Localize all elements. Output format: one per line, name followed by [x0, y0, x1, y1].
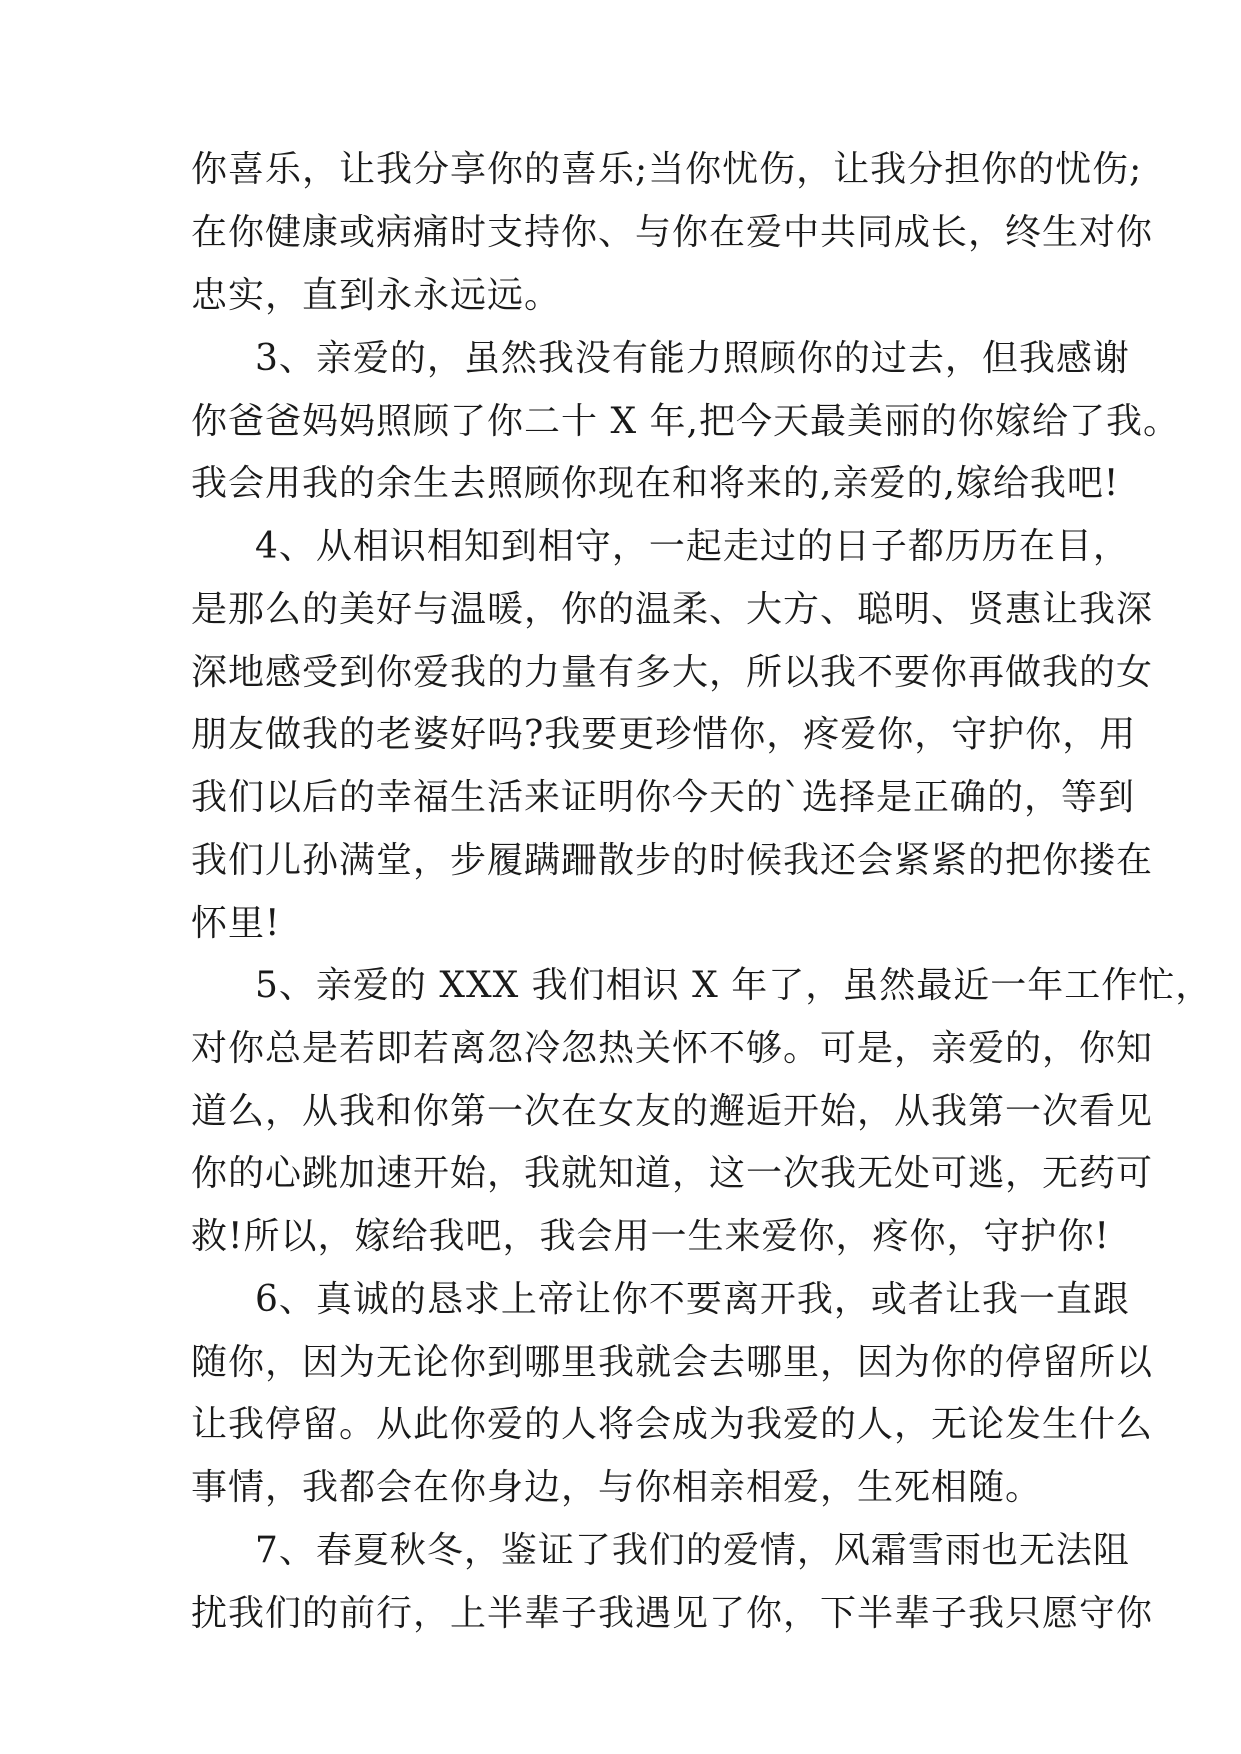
- text-line: 事情，我都会在你身边，与你相亲相爱，生死相随。: [191, 1467, 1043, 1508]
- text-line: 救!所以，嫁给我吧，我会用一生来爱你，疼你，守护你!: [191, 1216, 1110, 1257]
- text-line: 我们以后的幸福生活来证明你今天的`选择是正确的，等到: [191, 777, 1136, 818]
- text-line: 你爸爸妈妈照顾了你二十 X 年,把今天最美丽的你嫁给了我。: [191, 401, 1180, 442]
- text-line: 我会用我的余生去照顾你现在和将来的,亲爱的,嫁给我吧!: [191, 463, 1120, 504]
- paragraph-start-3: 3、亲爱的，虽然我没有能力照顾你的过去，但我感谢: [255, 338, 1130, 379]
- text-line: 道么，从我和你第一次在女友的邂逅开始，从我第一次看见: [191, 1091, 1154, 1132]
- paragraph-start-6: 6、真诚的恳求上帝让你不要离开我，或者让我一直跟: [255, 1279, 1130, 1320]
- text-line: 是那么的美好与温暖，你的温柔、大方、聪明、贤惠让我深: [191, 589, 1154, 630]
- text-line: 扰我们的前行，上半辈子我遇见了你，下半辈子我只愿守你: [191, 1593, 1154, 1634]
- text-line: 你喜乐，让我分享你的喜乐;当你忧伤，让我分担你的忧伤;: [191, 149, 1143, 190]
- text-line: 怀里!: [191, 903, 281, 944]
- text-line: 随你，因为无论你到哪里我就会去哪里，因为你的停留所以: [191, 1342, 1154, 1383]
- text-line: 你的心跳加速开始，我就知道，这一次我无处可逃，无药可: [191, 1153, 1154, 1194]
- paragraph-start-4: 4、从相识相知到相守，一起走过的日子都历历在目，: [255, 526, 1130, 567]
- text-line: 忠实，直到永永远远。: [191, 275, 562, 316]
- text-line: 我们儿孙满堂，步履蹒跚散步的时候我还会紧紧的把你搂在: [191, 840, 1154, 881]
- text-line: 对你总是若即若离忽冷忽热关怀不够。可是，亲爱的，你知: [191, 1028, 1154, 1069]
- text-line: 让我停留。从此你爱的人将会成为我爱的人，无论发生什么: [191, 1404, 1154, 1445]
- text-line: 在你健康或病痛时支持你、与你在爱中共同成长，终生对你: [191, 212, 1154, 253]
- text-line: 深地感受到你爱我的力量有多大，所以我不要你再做我的女: [191, 652, 1154, 693]
- paragraph-start-5: 5、亲爱的 XXX 我们相识 X 年了，虽然最近一年工作忙，: [255, 965, 1213, 1006]
- text-line: 朋友做我的老婆好吗?我要更珍惜你，疼爱你，守护你，用: [191, 714, 1137, 755]
- paragraph-start-7: 7、春夏秋冬，鉴证了我们的爱情，风霜雪雨也无法阻: [255, 1530, 1130, 1571]
